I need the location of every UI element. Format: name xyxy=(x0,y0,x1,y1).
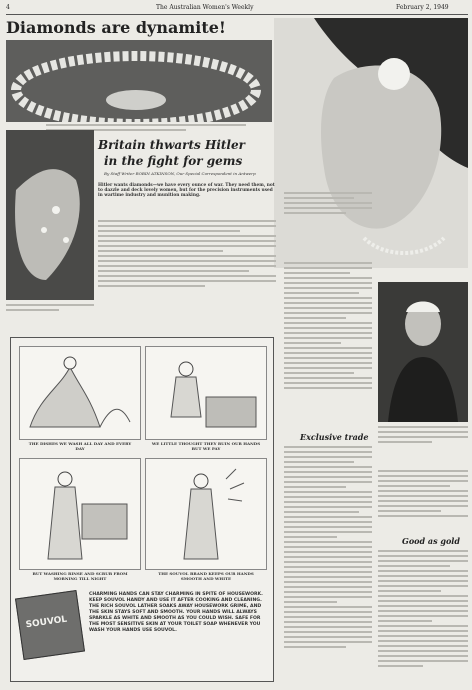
ad-panel-1-caption: THE DISHES WE WASH ALL DAY AND EVERY DAY xyxy=(28,441,132,451)
ad-panel-3-caption: BUT WASHING RINSE AND SCRUB FROM MORNING TILL NIGHT xyxy=(32,571,128,581)
souvol-advertisement xyxy=(10,337,274,682)
page-number: 4 xyxy=(6,4,10,11)
ad-panel-1 xyxy=(19,346,141,451)
body-text-column-4 xyxy=(284,446,372,651)
body-text-column-6 xyxy=(378,550,468,670)
main-headline: Diamonds are dynamite! xyxy=(6,18,226,37)
right-photo-caption xyxy=(378,426,468,446)
ad-body-text: CHARMING HANDS CAN STAY CHARMING IN SPITE OF HOUSEWORK. KEEP SOUVOL HANDY AND USE IT AFTER COOKING AND CLEANING. THE RICH SOUVOL LATHER SOAKS AWAY HOUSEWORK GRIME, AND THE SKIN STAYS SOFT AND SMOOTH. YOUR HANDS WILL ALWAYS SPARKLE AS WHITE AND SMOOTH AS YOU COULD WISH. SAFE FOR THE MOST SENSITIVE SKIN AT YOUR TOILET SOAP WHENEVER YOU WASH YOUR HANDS USE SOUVOL. xyxy=(89,592,263,633)
body-text-column-5 xyxy=(378,470,468,520)
ad-panel-2-caption: WE LITTLE THOUGHT THEY RUIN OUR HANDS BUT WE PAY xyxy=(151,441,261,451)
left-photo-caption xyxy=(6,304,94,314)
necklace-illustration xyxy=(6,40,272,122)
body-text-column-3 xyxy=(284,262,372,392)
portrait-illustration xyxy=(274,18,468,268)
issue-date: February 2, 1949 xyxy=(396,4,449,11)
diamond-necklace-photo xyxy=(6,40,272,122)
body-text-column-2 xyxy=(284,192,372,217)
ad-panel-4 xyxy=(145,458,267,581)
ad-panel-3 xyxy=(19,458,141,581)
gem-hands-photo xyxy=(6,130,94,300)
page-header xyxy=(6,2,468,15)
body-text-column-1 xyxy=(98,220,276,290)
ad-panel-4-caption: THE SOUVOL BRAND KEEPS OUR HANDS SMOOTH AND WHITE xyxy=(158,571,254,581)
ad-panel-2 xyxy=(145,346,267,451)
intro-paragraph: Hitler wants diamonds—we have every ounce of war. They need them, not to dazzle and deck lovely women, but for the precision instruments used in wartime industry and munition making. xyxy=(98,183,275,198)
souvol-pack-image xyxy=(15,590,85,660)
subheadline-line-2: in the fight for gems xyxy=(104,154,243,168)
byline: By Staff Writer ROBIN ATKINSON, Our Special Correspondent in Antwerp xyxy=(104,171,256,176)
magazine-name: The Australian Women's Weekly xyxy=(156,4,254,11)
subheadline-line-1: Britain thwarts Hitler xyxy=(98,138,245,152)
section-heading-good-as-gold: Good as gold xyxy=(402,536,460,546)
woman-portrait-photo xyxy=(274,18,468,268)
woman-in-dress-photo xyxy=(378,282,468,422)
section-heading-exclusive: Exclusive trade xyxy=(300,432,369,442)
pack-label: SOUVOL xyxy=(25,614,68,631)
